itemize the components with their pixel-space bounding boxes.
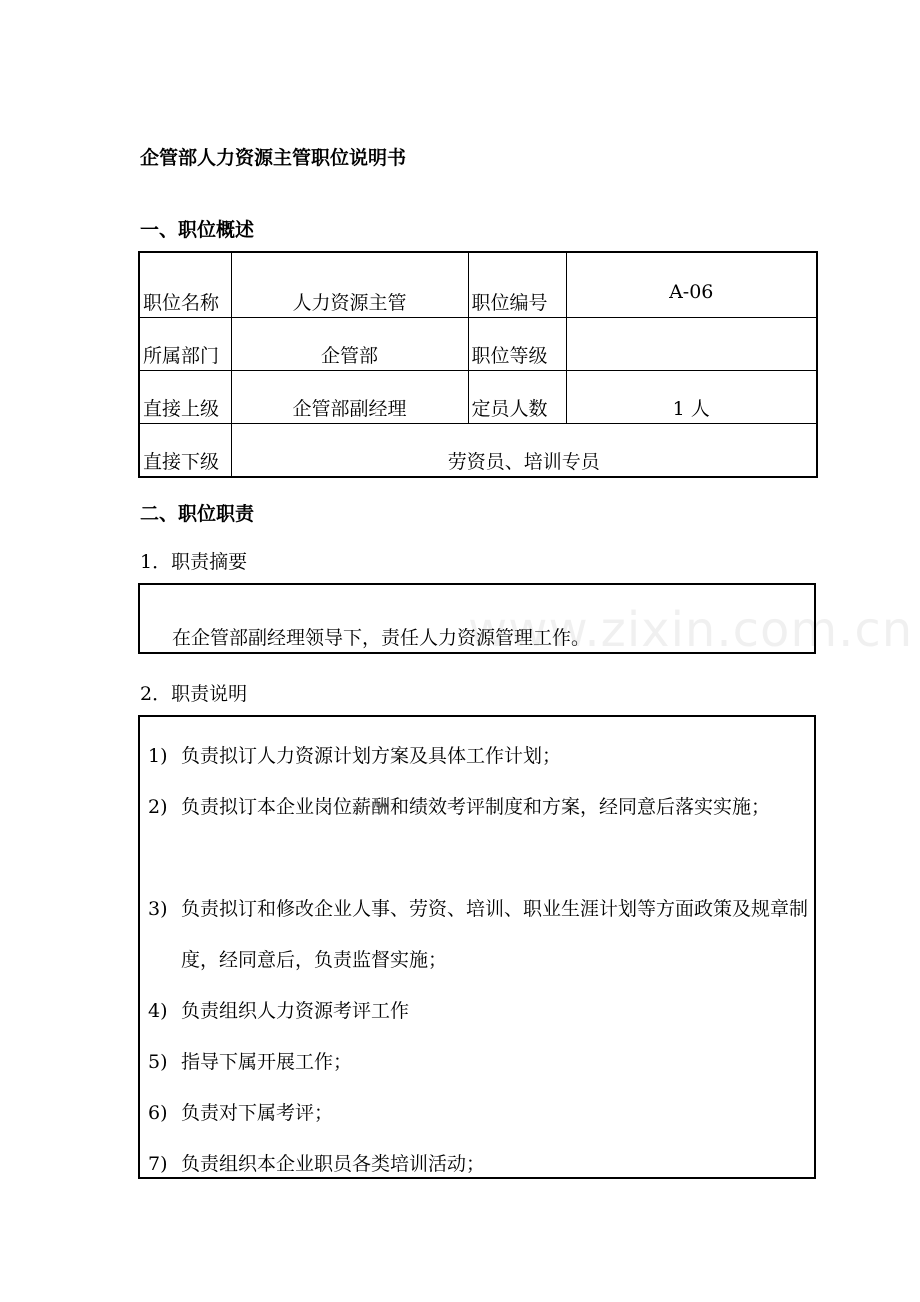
value-position-level (566, 318, 817, 371)
summary-label: 1．职责摘要 (140, 551, 248, 573)
table-row (139, 252, 817, 318)
duty-number: 5) (148, 1051, 168, 1073)
duty-number: 2) (148, 796, 168, 818)
value-position-code: A-06 (566, 252, 817, 318)
watermark: www.zixin.com.cn (468, 602, 914, 658)
label-position-code: 职位编号 (468, 252, 566, 318)
section-1-heading: 一、职位概述 (140, 219, 255, 241)
duty-number: 4) (148, 1000, 168, 1022)
duty-text: 指导下属开展工作； (181, 1051, 353, 1073)
duty-text: 负责拟订本企业岗位薪酬和绩效考评制度和方案，经同意后落实实施； (181, 796, 771, 818)
table-row (139, 371, 817, 424)
label-position-level: 职位等级 (468, 318, 566, 371)
value-headcount: 1 人 (566, 371, 817, 424)
label-headcount: 定员人数 (468, 371, 566, 424)
summary-text: 在企管部副经理领导下，责任人力资源管理工作。 (172, 627, 591, 649)
duty-text: 负责拟订人力资源计划方案及具体工作计划； (181, 745, 562, 767)
value-position-name: 人力资源主管 (231, 252, 468, 318)
duty-text: 负责组织人力资源考评工作 (181, 1000, 410, 1022)
value-department: 企管部 (231, 318, 468, 371)
details-label: 2．职责说明 (140, 683, 248, 705)
position-overview-table (138, 251, 818, 478)
label-position-name: 职位名称 (139, 252, 231, 318)
value-direct-subordinate: 劳资员、培训专员 (231, 424, 817, 478)
duty-text: 负责对下属考评； (181, 1102, 334, 1124)
duty-number: 7) (148, 1153, 168, 1175)
section-2-heading: 二、职位职责 (140, 503, 255, 525)
label-direct-subordinate: 直接下级 (139, 424, 231, 478)
duty-number: 1) (148, 745, 168, 767)
duty-text: 负责拟订和修改企业人事、劳资、培训、职业生涯计划等方面政策及规章制度，经同意后，负责监督实施； (181, 898, 809, 971)
table-row (139, 424, 817, 478)
value-direct-superior: 企管部副经理 (231, 371, 468, 424)
table-row (139, 318, 817, 371)
label-direct-superior: 直接上级 (139, 371, 231, 424)
duty-number: 6) (148, 1102, 168, 1124)
label-department: 所属部门 (139, 318, 231, 371)
duty-text: 负责组织本企业职员各类培训活动； (181, 1153, 486, 1175)
duty-number: 3) (148, 898, 168, 920)
page-title: 企管部人力资源主管职位说明书 (140, 147, 407, 169)
